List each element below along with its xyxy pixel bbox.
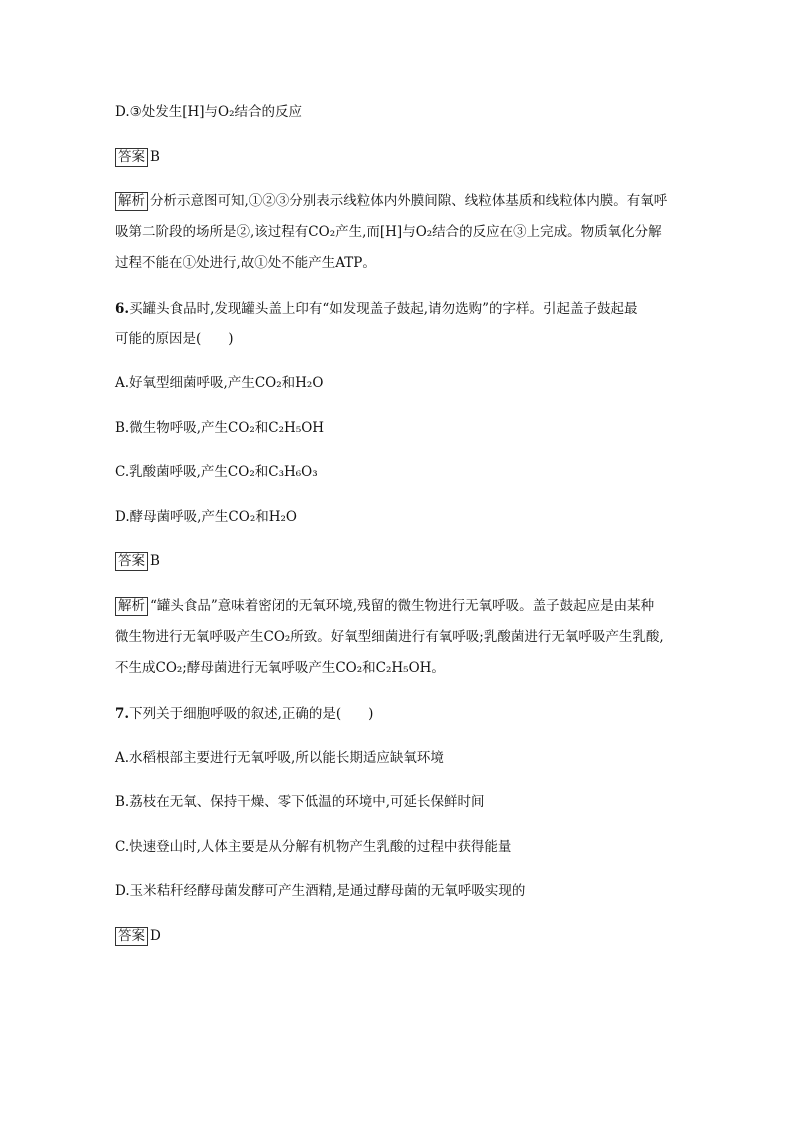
q7-option-c: C.快速登山时,人体主要是从分解有机物产生乳酸的过程中获得能量 (115, 839, 512, 855)
q7-option-b: B.荔枝在无氧、保持干燥、零下低温的环境中,可延长保鲜时间 (115, 794, 485, 810)
q7-number: 7. (115, 706, 130, 722)
q6-answer-row (115, 551, 160, 571)
q6-analysis-line-3: 不生成CO₂;酵母菌进行无氧呼吸产生CO₂和C₂H₅OH。 (115, 660, 445, 676)
q6-option-a: A.好氧型细菌呼吸,产生CO₂和H₂O (115, 375, 324, 391)
answer-tag: 答案 (115, 552, 148, 571)
q6-option-c: C.乳酸菌呼吸,产生CO₂和C₃H₆O₃ (115, 464, 318, 480)
q7-stem-text: 下列关于细胞呼吸的叙述,正确的是( ) (129, 706, 374, 722)
q6-analysis-line-1 (115, 596, 654, 616)
q5-answer-row (115, 147, 160, 167)
q6-stem-text-1: 买罐头食品时,发现罐头盖上印有“如发现盖子鼓起,请勿选购”的字样。引起盖子鼓起最 (129, 301, 638, 317)
q6-stem-line-1 (115, 299, 637, 319)
q5-analysis-line-1 (115, 191, 667, 211)
q6-number: 6. (115, 301, 130, 317)
q6-analysis-text-1: “罐头食品”意味着密闭的无氧环境,残留的微生物进行无氧呼吸。盖子鼓起应是由某种 (150, 598, 655, 614)
q6-analysis-line-2: 微生物进行无氧呼吸产生CO₂所致。好氧型细菌进行有氧呼吸;乳酸菌进行无氧呼吸产生乳酸, (115, 629, 664, 645)
q7-option-a: A.水稻根部主要进行无氧呼吸,所以能长期适应缺氧环境 (115, 750, 444, 766)
q7-option-d: D.玉米秸秆经酵母菌发酵可产生酒精,是通过酵母菌的无氧呼吸实现的 (115, 883, 526, 899)
q5-option-d: D.③处发生[H]与O₂结合的反应 (115, 104, 303, 120)
q5-analysis-line-3: 过程不能在①处进行,故①处不能产生ATP。 (115, 255, 376, 271)
q7-stem (115, 704, 373, 724)
q5-answer: B (150, 149, 160, 165)
q6-answer: B (150, 553, 160, 569)
q7-answer-row (115, 926, 161, 946)
q5-analysis-text-1: 分析示意图可知,①②③分别表示线粒体内外膜间隙、线粒体基质和线粒体内膜。有氧呼 (150, 193, 668, 209)
q5-analysis-line-2: 吸第二阶段的场所是②,该过程有CO₂产生,而[H]与O₂结合的反应在③上完成。物质氧化分解 (115, 224, 662, 240)
analysis-tag: 解析 (115, 192, 148, 211)
q6-stem-line-2: 可能的原因是( ) (115, 331, 234, 347)
q7-answer: D (150, 928, 161, 944)
answer-tag: 答案 (115, 148, 148, 167)
q6-option-b: B.微生物呼吸,产生CO₂和C₂H₅OH (115, 420, 325, 436)
answer-tag: 答案 (115, 927, 148, 946)
analysis-tag: 解析 (115, 597, 148, 616)
q6-option-d: D.酵母菌呼吸,产生CO₂和H₂O (115, 509, 297, 525)
